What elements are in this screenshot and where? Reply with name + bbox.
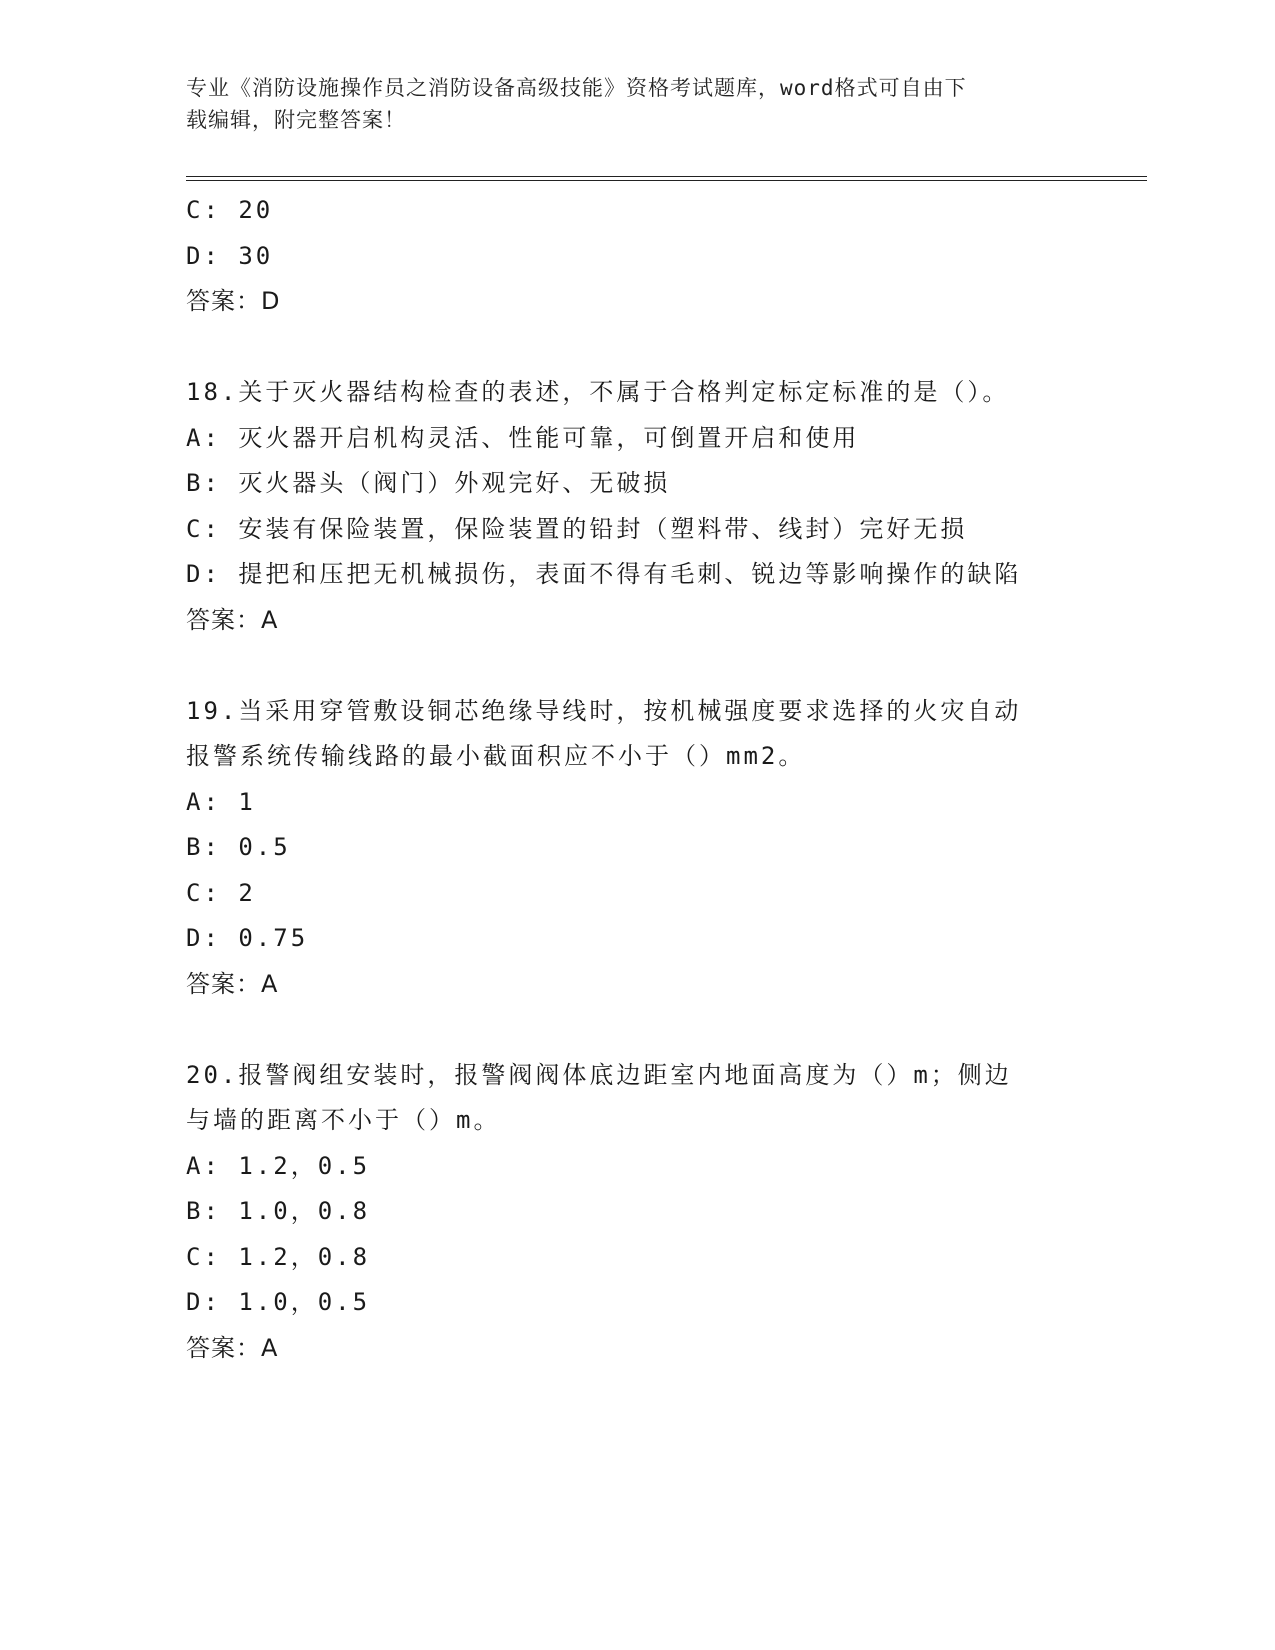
spacer [186, 1007, 1086, 1053]
option-c: C: 1.2，0.8 [186, 1242, 371, 1271]
question-block [186, 689, 1086, 1008]
question-stem: 19.当采用穿管敷设铜芯绝缘导线时，按机械强度要求选择的火灾自动 [186, 696, 1022, 725]
option-c: C: 20 [186, 196, 274, 224]
question-block [186, 370, 1086, 643]
spacer [186, 325, 1086, 371]
question-stem-continued: 报警系统传输线路的最小截面积应不小于（）mm2。 [186, 742, 806, 770]
option-c: C: 安装有保险装置，保险装置的铅封（塑料带、线封）完好无损 [186, 514, 968, 543]
question-stem: 18.关于灭火器结构检查的表述，不属于合格判定标定标准的是（）。 [186, 378, 1010, 406]
option-c: C: 2 [186, 878, 256, 907]
option-b: B: 灭火器头（阀门）外观完好、无破损 [186, 469, 671, 497]
option-a: A: 灭火器开启机构灵活、性能可靠，可倒置开启和使用 [186, 423, 860, 452]
option-d: D: 1.0，0.5 [186, 1288, 371, 1316]
answer-line: 答案：A [186, 969, 279, 998]
spacer [186, 643, 1086, 689]
answer-line: 答案：A [186, 1333, 279, 1362]
answer-line: 答案：D [186, 287, 281, 315]
header-line-1: 专业《消防设施操作员之消防设备高级技能》资格考试题库，word格式可自由下 [186, 76, 967, 100]
question-stem-continued: 与墙的距离不小于（）m。 [186, 1106, 501, 1134]
option-b: B: 1.0，0.8 [186, 1197, 371, 1225]
question-stem: 20.报警阀组安装时，报警阀阀体底边距室内地面高度为（）m；侧边 [186, 1060, 1012, 1089]
question-list [186, 188, 1086, 1371]
option-d: D: 30 [186, 241, 274, 270]
option-d: D: 0.75 [186, 924, 309, 952]
option-a: A: 1.2，0.5 [186, 1151, 371, 1180]
option-d: D: 提把和压把无机械损伤，表面不得有毛刺、锐边等影响操作的缺陷 [186, 560, 1022, 588]
header-divider-top [186, 176, 1147, 177]
question-block [186, 1053, 1086, 1372]
option-a: A: 1 [186, 787, 256, 816]
header-divider-bottom [186, 180, 1147, 181]
answer-line: 答案：A [186, 605, 279, 634]
page-header [186, 72, 1066, 136]
header-line-2: 载编辑，附完整答案！ [186, 108, 406, 132]
option-b: B: 0.5 [186, 833, 291, 861]
